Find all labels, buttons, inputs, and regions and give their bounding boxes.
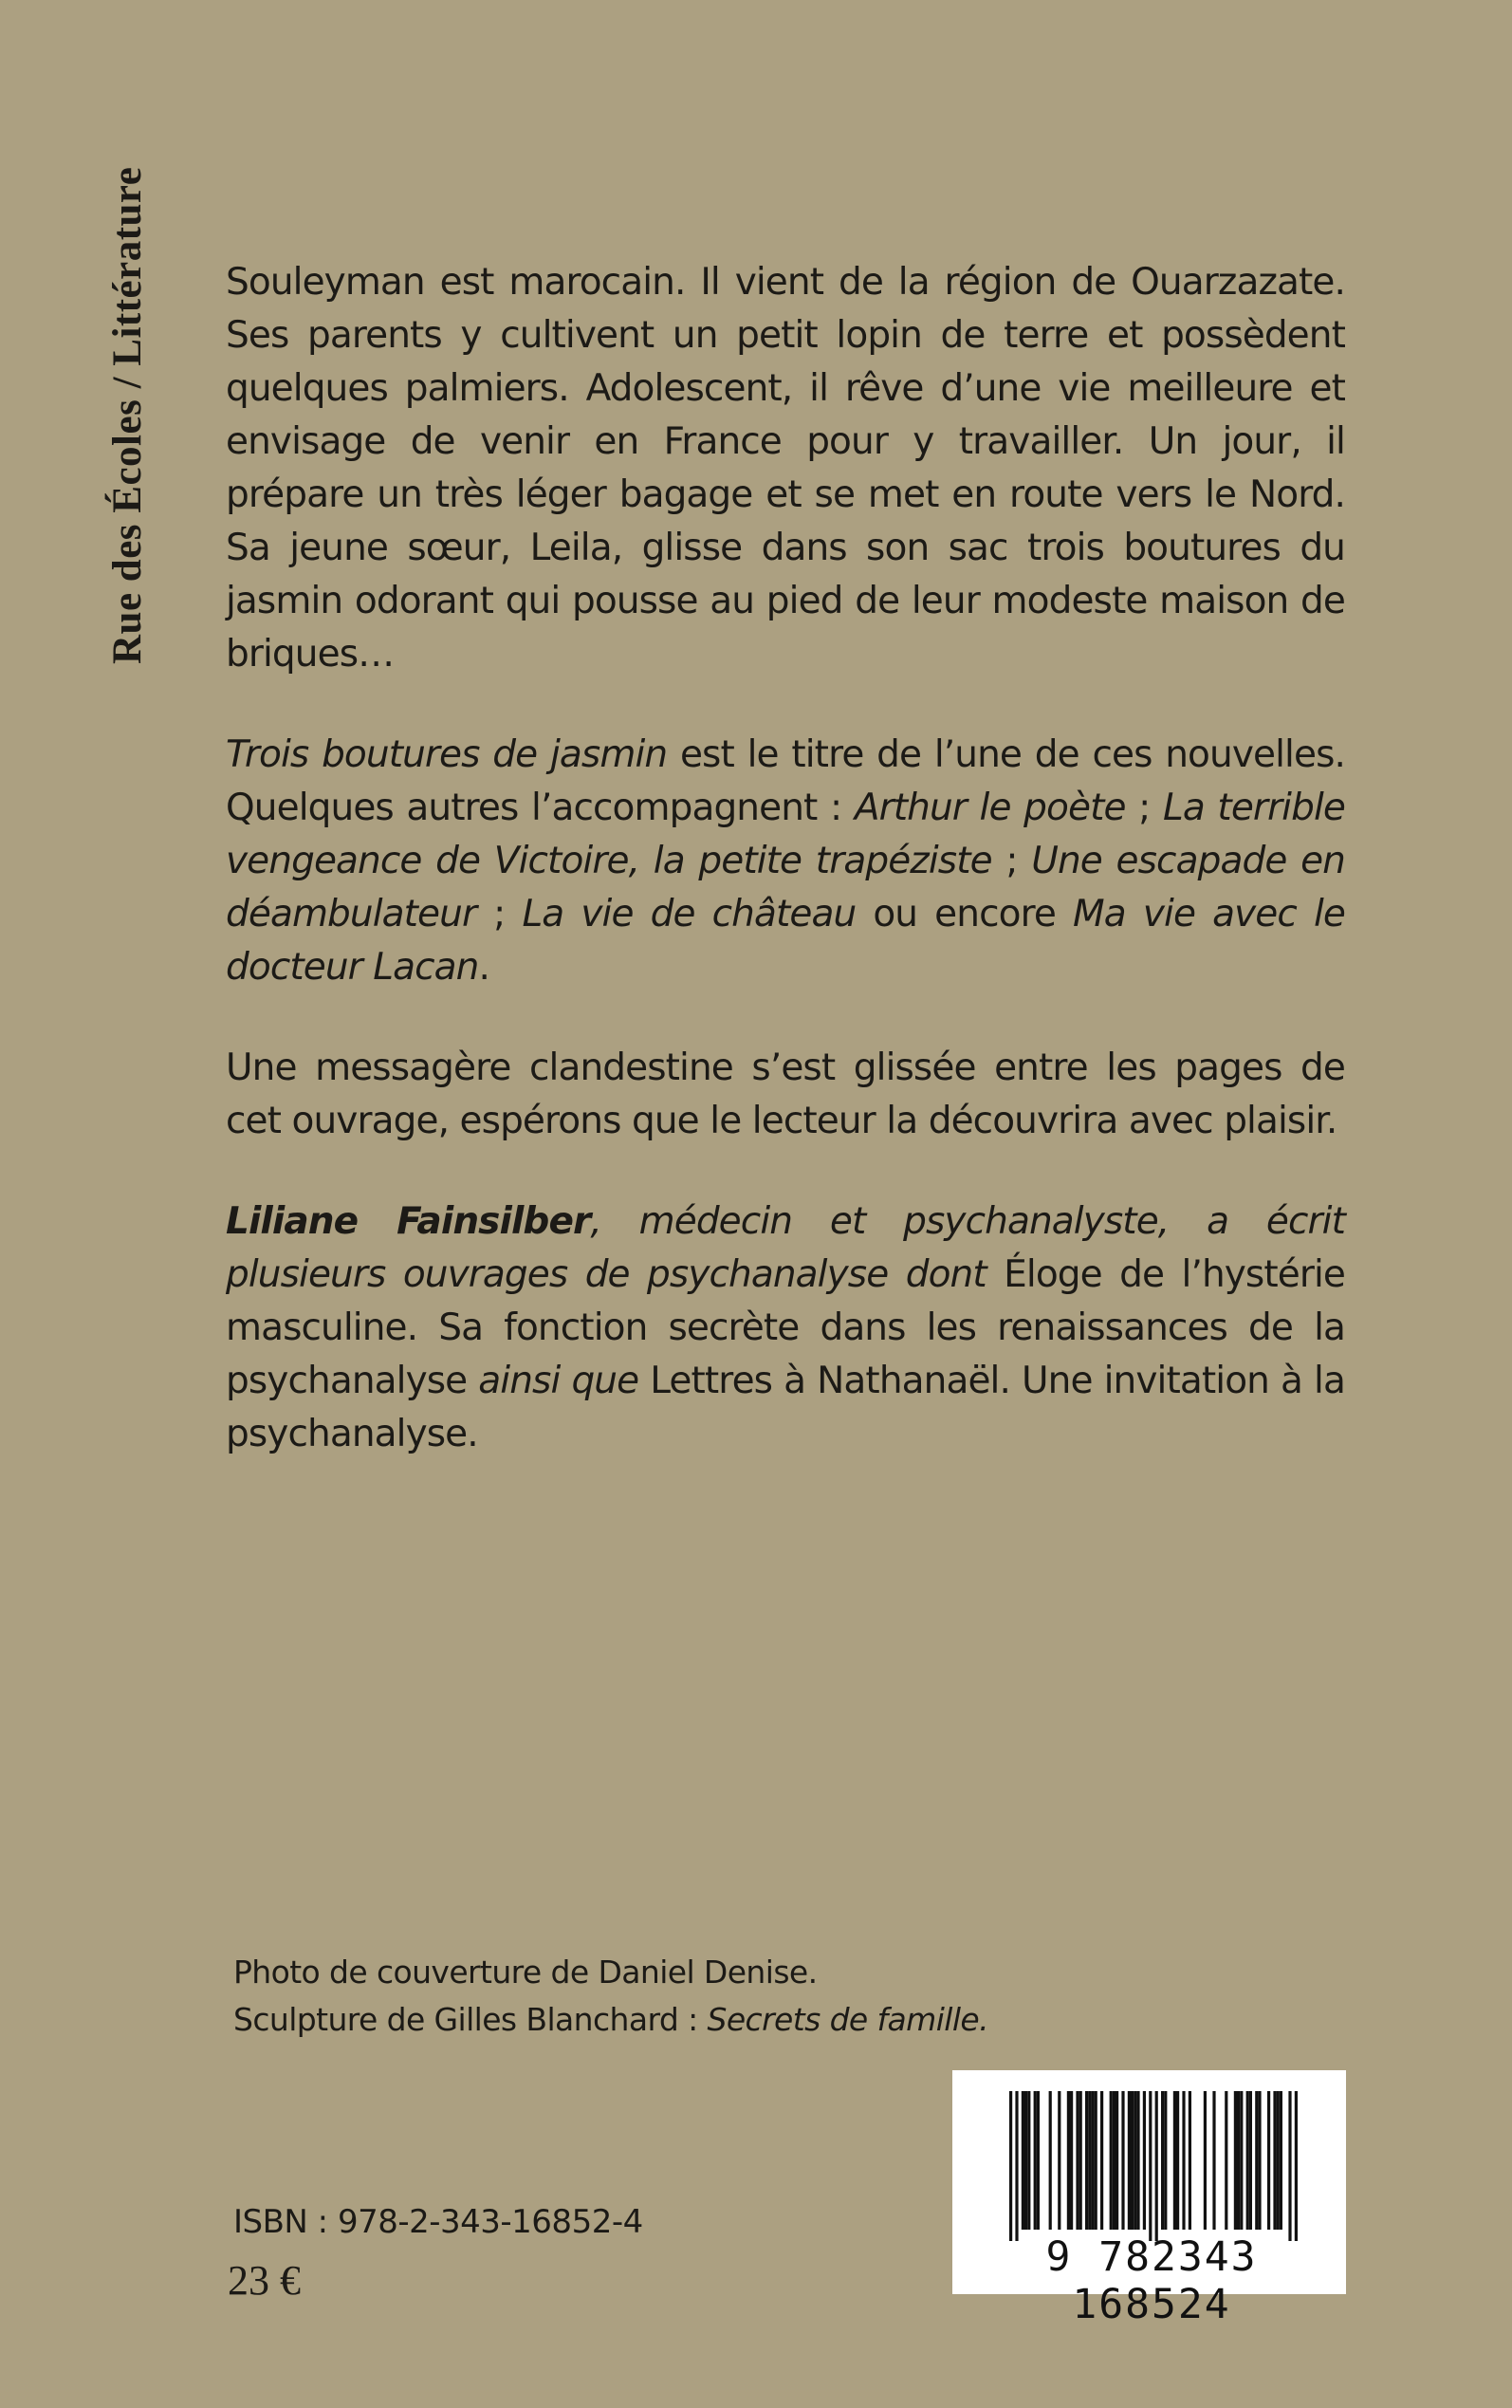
barcode-bar — [1009, 2091, 1012, 2241]
story-title: Trois boutures de jasmin — [226, 733, 668, 776]
barcode-bar — [1128, 2091, 1131, 2230]
barcode-bar — [1034, 2091, 1037, 2230]
barcode-bar — [1027, 2091, 1030, 2230]
barcode-bar — [1155, 2091, 1158, 2241]
messenger-paragraph: Une messagère clandestine s’est glissée entre les pages de cet ouvrage, espérons que le lecteur la découvrira avec plaisir. — [226, 1047, 1345, 1142]
barcode-bar — [1091, 2091, 1094, 2230]
separator: ; — [476, 893, 523, 935]
barcode-bar — [1277, 2091, 1280, 2230]
photo-credit: Photo de couverture de Daniel Denise. — [233, 1954, 818, 1991]
barcode-bar — [1225, 2091, 1227, 2230]
barcode-bar — [1049, 2091, 1052, 2230]
story-title: La terrible vengeance de Victoire, la petite trapéziste — [226, 787, 1345, 882]
barcode — [952, 2070, 1346, 2328]
barcode-digits: 9 782343 168524 — [1045, 2233, 1258, 2328]
sculpture-title: Secrets de famille. — [707, 2001, 988, 2038]
barcode-bar — [1280, 2091, 1282, 2230]
barcode-bar — [1058, 2091, 1060, 2230]
author-name: Liliane Fainsilber — [226, 1200, 591, 1243]
isbn: ISBN : 978-2-343-16852-4 — [233, 2203, 643, 2241]
author-bio-text: ainsi que — [467, 1360, 651, 1402]
story-title: La vie de château — [522, 893, 857, 935]
barcode-bar — [1255, 2091, 1258, 2230]
barcode-bar — [1121, 2091, 1124, 2230]
barcode-bar — [1113, 2091, 1116, 2230]
text-run: . — [478, 946, 489, 989]
text-run: ou encore — [856, 893, 1074, 935]
barcode-bar — [1161, 2091, 1164, 2230]
barcode-bar — [1100, 2091, 1103, 2230]
separator: ; — [991, 840, 1032, 882]
barcode-bar — [1015, 2091, 1018, 2241]
story-title: Arthur le poète — [854, 787, 1126, 829]
barcode-bar — [1136, 2091, 1139, 2230]
separator: ; — [1125, 787, 1163, 829]
barcode-bar — [1182, 2091, 1185, 2230]
barcode-bar — [1204, 2091, 1207, 2230]
author-bio-text: , médecin et psychanalyste, a écrit plusieurs ouvrages de psychanalyse dont — [226, 1200, 1345, 1296]
sculpture-credit — [233, 1996, 988, 2044]
barcode-bar — [1273, 2091, 1276, 2230]
cover-credits — [233, 1949, 988, 2044]
barcode-bar — [1134, 2091, 1136, 2230]
barcode-bar — [1022, 2091, 1024, 2230]
author-bio — [226, 1195, 1345, 1461]
back-cover-text — [226, 256, 1345, 1509]
barcode-bar — [1189, 2091, 1191, 2230]
barcode-bar — [1116, 2091, 1118, 2230]
barcode-bar — [1237, 2091, 1240, 2230]
barcode-bar — [1095, 2091, 1097, 2230]
stories-paragraph — [226, 729, 1345, 994]
series-label: Rue des Écoles / Littérature — [105, 166, 150, 664]
barcode-bar — [1085, 2091, 1088, 2230]
book-title: Éloge de l’hystérie masculine. Sa fonction secrète dans les renaissances de la psychanalyse — [226, 1253, 1346, 1402]
barcode-bar — [1258, 2091, 1261, 2230]
barcode-bar — [1110, 2091, 1113, 2230]
barcode-bar — [1076, 2091, 1079, 2230]
story-title: Une escapade en déambulateur — [226, 840, 1345, 935]
barcode-bar — [1288, 2091, 1291, 2241]
barcode-bar — [1173, 2091, 1176, 2230]
barcode-bar — [1164, 2091, 1167, 2230]
barcode-bar — [1176, 2091, 1179, 2230]
barcode-bar — [1037, 2091, 1040, 2230]
barcode-bar — [1246, 2091, 1249, 2230]
barcode-bar — [1088, 2091, 1091, 2230]
story-title: Ma vie avec le docteur Lacan — [226, 893, 1346, 989]
barcode-bar — [1249, 2091, 1252, 2230]
barcode-bar — [1212, 2091, 1215, 2230]
summary-paragraph: Souleyman est marocain. Il vient de la région de Ouarzazate. Ses parents y cultivent un petit lopin de terre et possèdent quelques palmiers. Adolescent, il rêve d’une vie meilleure et envisage de venir en France pour y travailler. Un jour, il prépare un très léger bagage et se met en route vers le Nord. Sa jeune sœur, Leila, glisse dans son sac trois boutures du jasmin odorant qui pousse au pied de leur modeste maison de briques… — [226, 261, 1345, 676]
barcode-bar — [1143, 2091, 1146, 2230]
sculpture-credit-prefix: Sculpture de Gilles Blanchard : — [233, 2001, 708, 2038]
barcode-bar — [1067, 2091, 1070, 2230]
barcode-bar — [1024, 2091, 1027, 2230]
barcode-bar — [1079, 2091, 1082, 2230]
price: 23 € — [228, 2257, 301, 2304]
barcode-bar — [1267, 2091, 1270, 2230]
book-title: Lettres à Nathanaël. Une invitation à la psychanalyse. — [226, 1360, 1345, 1455]
barcode-bar — [1295, 2091, 1298, 2241]
barcode-bar — [1240, 2091, 1243, 2230]
barcode-bar — [1234, 2091, 1237, 2230]
text-run: est le titre de l’une de ces nouvelles. Quelques autres l’accompagnent : — [226, 733, 1345, 829]
barcode-bar — [1070, 2091, 1073, 2230]
barcode-bar — [1149, 2091, 1152, 2241]
barcode-bar — [1131, 2091, 1134, 2230]
